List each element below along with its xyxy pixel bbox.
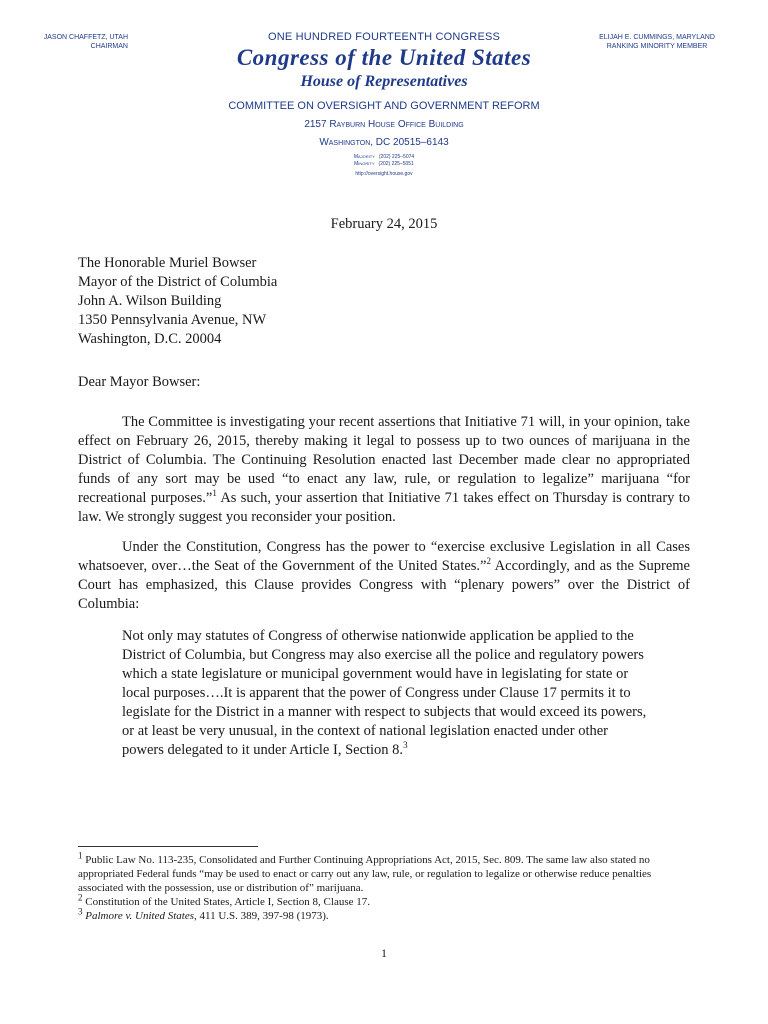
recipient-line: John A. Wilson Building — [78, 293, 222, 309]
address-city: Washington, DC 20515–6143 — [319, 137, 449, 148]
paragraph-1 — [78, 413, 690, 527]
footnote-2-number: 2 — [78, 892, 83, 903]
ranking-member-title: RANKING MINORITY MEMBER — [606, 43, 708, 50]
majority-label: Majority — [353, 154, 375, 160]
congress-number: ONE HUNDRED FOURTEENTH CONGRESS — [267, 31, 501, 43]
website-link[interactable]: http://oversight.house.gov — [355, 171, 413, 177]
block-quote — [122, 627, 652, 760]
paragraph-1-text-cont: As such, your assertion that Initiative 71 takes effect on Thursday is contrary to law. We strongly suggest you reconsider your position. — [78, 490, 690, 525]
letterhead — [134, 31, 634, 177]
recipient-address — [78, 254, 277, 349]
recipient-line: 1350 Pennsylvania Avenue, NW — [78, 312, 267, 328]
footnote-3 — [78, 906, 690, 923]
phone-numbers — [134, 154, 634, 168]
chairman-title: CHAIRMAN — [90, 43, 128, 50]
recipient-line: The Honorable Muriel Bowser — [78, 255, 257, 271]
footnote-divider — [78, 846, 258, 847]
footnote-3-text: , 411 U.S. 389, 397-98 (1973). — [194, 910, 329, 922]
footnote-3-case-name: Palmore v. United States — [82, 910, 195, 922]
committee-name: COMMITTEE ON OVERSIGHT AND GOVERNMENT REFORM — [228, 100, 540, 112]
footnote-2 — [78, 892, 690, 909]
chairman-block — [0, 33, 128, 51]
footnote-2-text: Constitution of the United States, Article I, Section 8, Clause 17. — [82, 896, 370, 908]
address-building: 2157 Rayburn House Office Building — [304, 119, 464, 130]
footnote-ref-3: 3 — [403, 740, 408, 751]
footnote-1 — [78, 850, 690, 895]
congress-title: Congress of the United States — [236, 45, 532, 70]
majority-phone: (202) 225–5074 — [378, 154, 415, 160]
page-number: 1 — [381, 946, 387, 960]
footnotes — [78, 850, 690, 923]
minority-label: Minority — [354, 161, 375, 167]
footnote-ref-1: 1 — [212, 488, 217, 499]
ranking-member-name: ELIJAH E. CUMMINGS, MARYLAND — [599, 34, 715, 41]
footnote-1-number: 1 — [78, 850, 83, 861]
recipient-line: Mayor of the District of Columbia — [78, 274, 278, 290]
paragraph-1-text: The Committee is investigating your recent assertions that Initiative 71 will, in your opinion, take effect on February 26, 2015, thereby making it legal to possess up to two ounces of marijuana in the District of Columbia. The Continuing Resolution enacted last December made clear no appropriated funds of any sort may be used “to enact any law, rule, or regulation to legalize” marijuana “for recreational purposes.” — [78, 414, 690, 506]
chairman-name: JASON CHAFFETZ, UTAH — [43, 34, 128, 41]
salutation: Dear Mayor Bowser: — [78, 374, 201, 390]
footnote-1-text: Public Law No. 113-235, Consolidated and Further Continuing Appropriations Act, 2015, Sec. 809. The same law also stated no appropriated Federal funds “may be used to enact or carry out any law, rule, or regulation to legalize or otherwise reduce penalties associated with the possession, use or distribution of” marijuana. — [78, 854, 652, 894]
letter-date: February 24, 2015 — [330, 216, 438, 232]
block-quote-text: Not only may statutes of Congress of otherwise nationwide application be applied to the District of Columbia, but Congress may also exercise all the police and regulatory powers which a state legislature or municipal government would have in legislating for state or local purposes….It is apparent that the power of Congress under Clause 17 permits it to legislate for the District in a manner with respect to subjects that would exceed its powers, or at least be very unusual, in the context of national legislation enacted under other powers delegated to it under Article I, Section 8. — [122, 628, 647, 758]
minority-phone: (202) 225–5051 — [378, 161, 414, 167]
paragraph-2 — [78, 538, 690, 614]
house-title: House of Representatives — [300, 73, 468, 90]
paragraph-2-text: Under the Constitution, Congress has the power to “exercise exclusive Legislation in all Cases whatsoever, over…the Seat of the Government of the United States.” — [78, 539, 690, 574]
footnote-ref-2: 2 — [486, 556, 491, 567]
footnote-3-number: 3 — [78, 906, 83, 917]
ranking-member-block — [582, 33, 732, 51]
paragraph-2-text-cont: Accordingly, and as the Supreme Court has emphasized, this Clause provides Congress with “plenary powers” over the District of Columbia: — [78, 558, 690, 612]
recipient-line: Washington, D.C. 20004 — [78, 331, 222, 347]
